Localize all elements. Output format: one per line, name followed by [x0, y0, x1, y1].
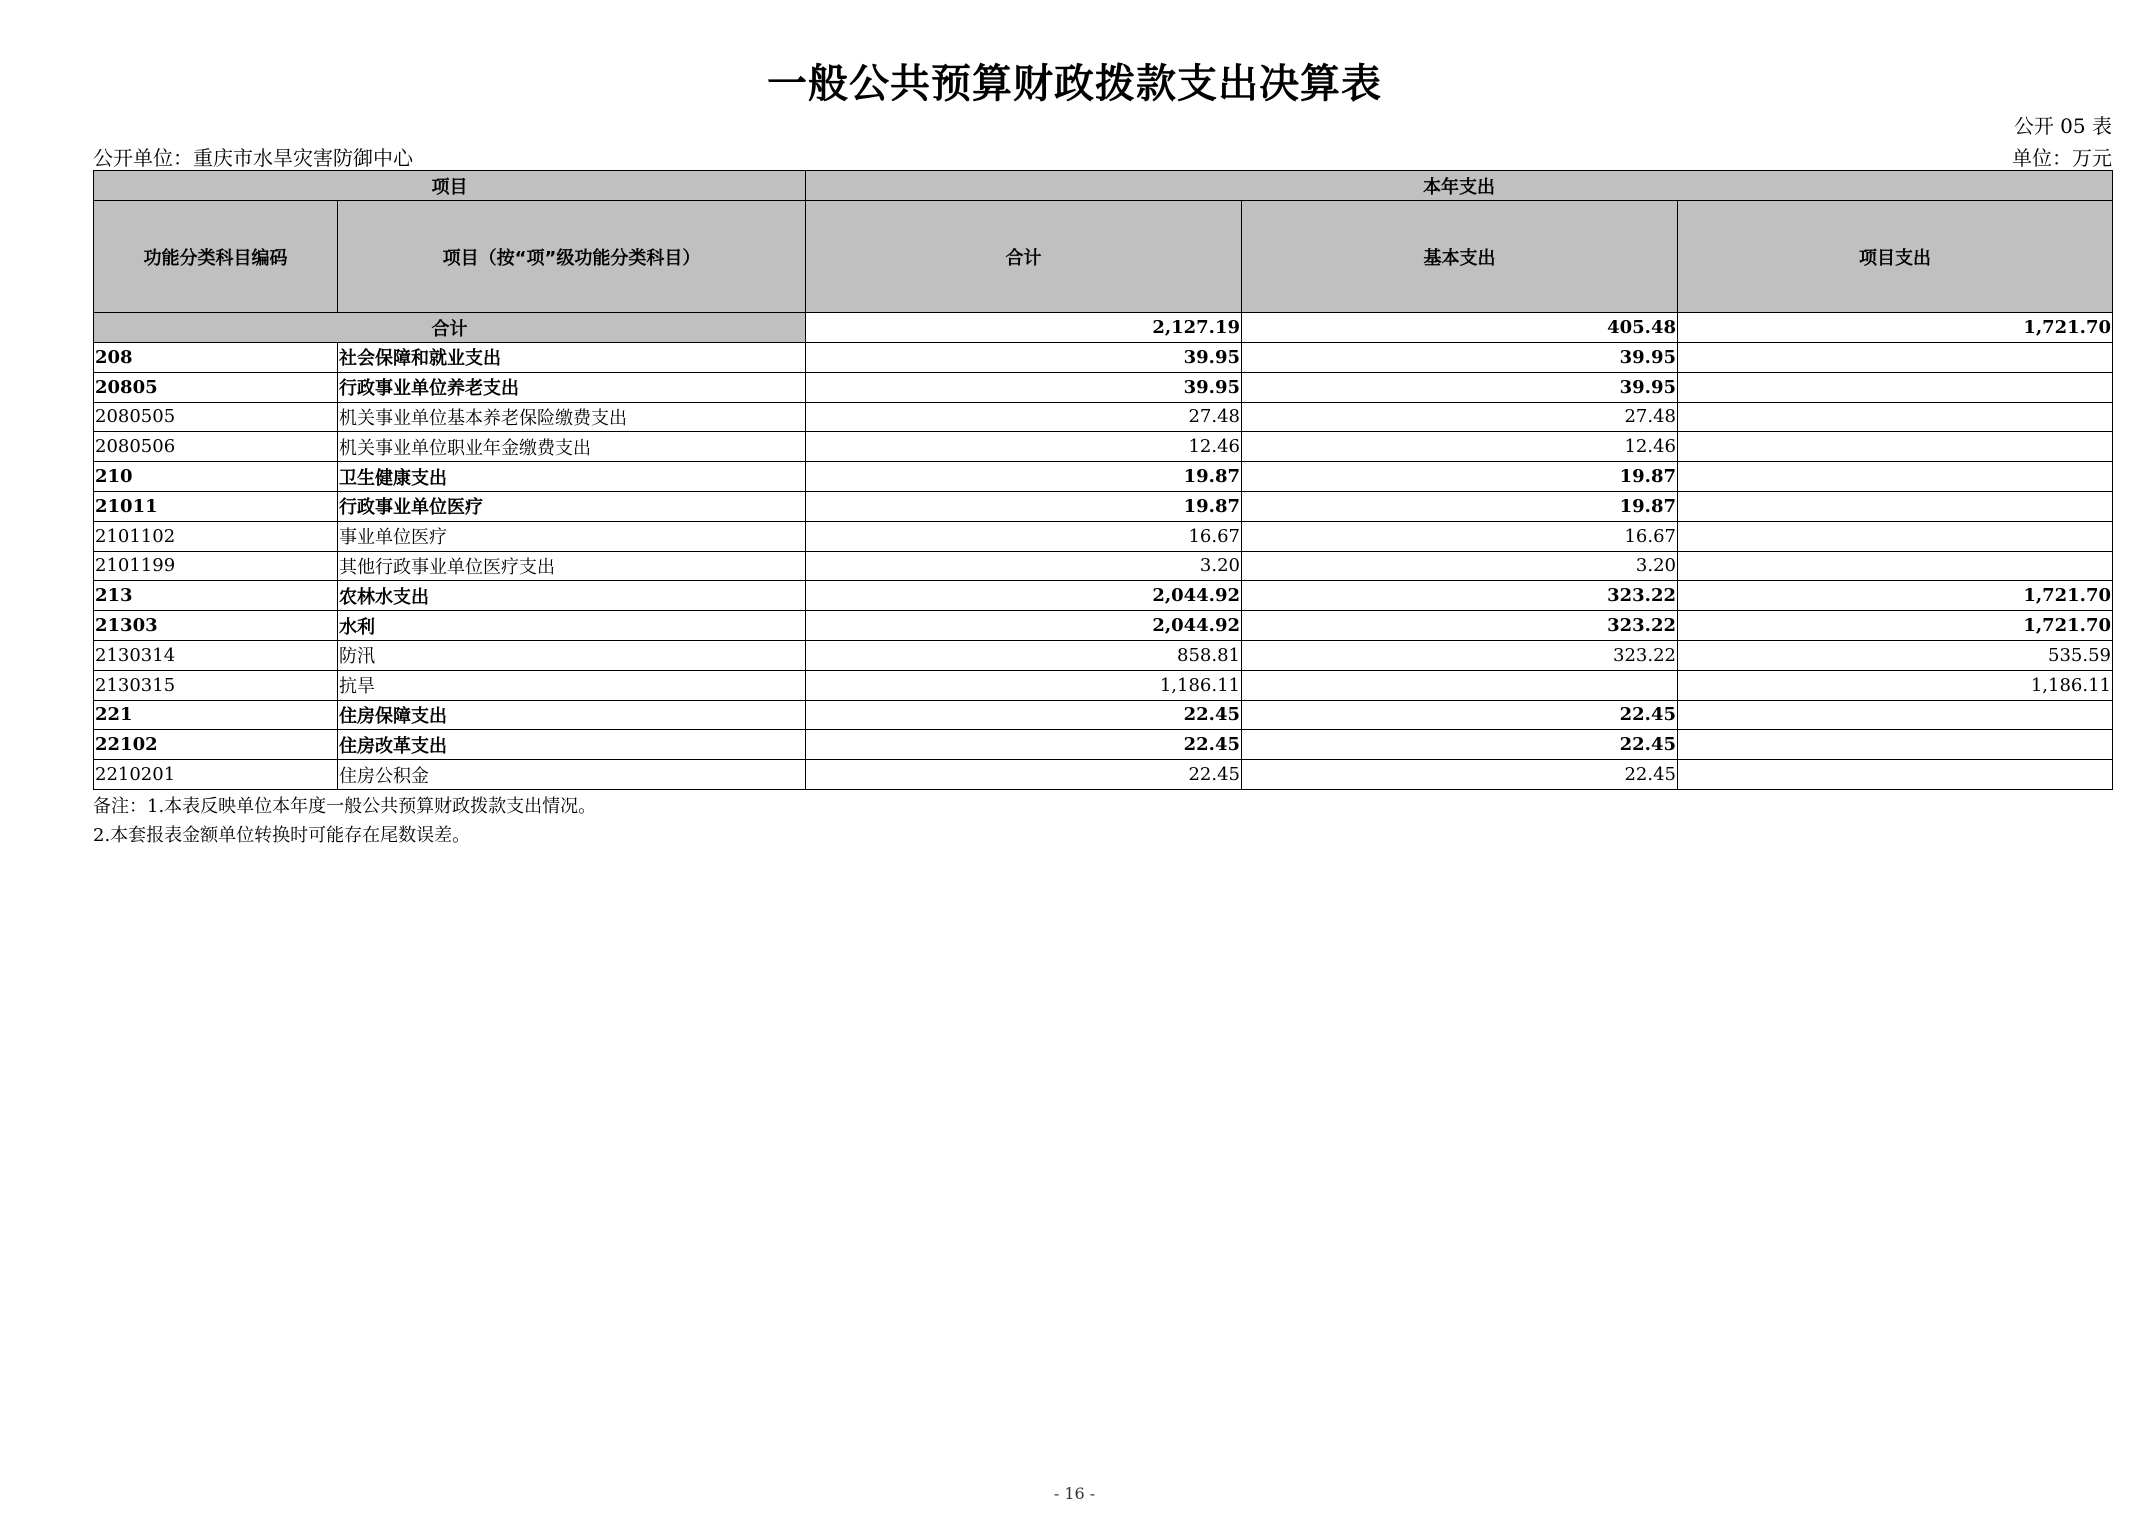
- row-name: 农林水支出: [338, 581, 806, 611]
- row-name: 行政事业单位养老支出: [338, 372, 806, 402]
- row-total: 858.81: [806, 640, 1242, 670]
- row-basic: 22.45: [1242, 700, 1678, 730]
- row-total: 19.87: [806, 462, 1242, 492]
- row-code: 2101199: [94, 551, 338, 581]
- row-basic: 12.46: [1242, 432, 1678, 462]
- header-name: 项目（按“项”级功能分类科目）: [338, 201, 806, 313]
- header-item-group: 项目: [94, 171, 806, 201]
- row-project: [1678, 372, 2113, 402]
- header-total: 合计: [806, 201, 1242, 313]
- row-basic: 323.22: [1242, 611, 1678, 641]
- row-total: 3.20: [806, 551, 1242, 581]
- total-label: 合计: [94, 313, 806, 343]
- row-name: 水利: [338, 611, 806, 641]
- row-basic: 27.48: [1242, 402, 1678, 432]
- table-row: [94, 372, 2113, 402]
- row-code: 21011: [94, 491, 338, 521]
- row-total: 16.67: [806, 521, 1242, 551]
- table-row: [94, 432, 2113, 462]
- row-code: 221: [94, 700, 338, 730]
- row-project: [1678, 491, 2113, 521]
- row-basic: [1242, 670, 1678, 700]
- table-row: [94, 343, 2113, 373]
- row-total: 39.95: [806, 372, 1242, 402]
- row-project: [1678, 462, 2113, 492]
- note-2: 2.本套报表金额单位转换时可能存在尾数误差。: [93, 825, 471, 846]
- row-name: 其他行政事业单位医疗支出: [338, 551, 806, 581]
- row-total: 22.45: [806, 760, 1242, 790]
- table-row: [94, 640, 2113, 670]
- total-amount: 2,127.19: [806, 313, 1242, 343]
- row-project: [1678, 343, 2113, 373]
- row-name: 抗旱: [338, 670, 806, 700]
- table-row: [94, 730, 2113, 760]
- table-row: [94, 700, 2113, 730]
- row-code: 2101102: [94, 521, 338, 551]
- row-basic: 39.95: [1242, 372, 1678, 402]
- row-project: 1,721.70: [1678, 611, 2113, 641]
- row-basic: 3.20: [1242, 551, 1678, 581]
- row-code: 22102: [94, 730, 338, 760]
- table-row: [94, 551, 2113, 581]
- row-name: 社会保障和就业支出: [338, 343, 806, 373]
- row-project: [1678, 760, 2113, 790]
- table-row: [94, 670, 2113, 700]
- row-total: 27.48: [806, 402, 1242, 432]
- row-code: 210: [94, 462, 338, 492]
- row-basic: 323.22: [1242, 581, 1678, 611]
- table-row: [94, 402, 2113, 432]
- row-total: 39.95: [806, 343, 1242, 373]
- row-total: 22.45: [806, 730, 1242, 760]
- row-project: 535.59: [1678, 640, 2113, 670]
- table-row: [94, 581, 2113, 611]
- row-project: [1678, 432, 2113, 462]
- header-expense-group: 本年支出: [806, 171, 2113, 201]
- row-total: 1,186.11: [806, 670, 1242, 700]
- row-code: 2210201: [94, 760, 338, 790]
- expenditure-table: [93, 170, 2113, 790]
- row-basic: 39.95: [1242, 343, 1678, 373]
- page-title: 一般公共预算财政拨款支出决算表: [767, 61, 1382, 107]
- row-basic: 22.45: [1242, 760, 1678, 790]
- row-project: [1678, 700, 2113, 730]
- row-name: 机关事业单位基本养老保险缴费支出: [338, 402, 806, 432]
- row-name: 机关事业单位职业年金缴费支出: [338, 432, 806, 462]
- row-total: 2,044.92: [806, 611, 1242, 641]
- row-code: 208: [94, 343, 338, 373]
- row-code: 20805: [94, 372, 338, 402]
- page-number: - 16 -: [1053, 1484, 1096, 1503]
- row-name: 行政事业单位医疗: [338, 491, 806, 521]
- table-id: 公开 05 表: [2013, 114, 2112, 138]
- row-project: [1678, 402, 2113, 432]
- row-basic: 16.67: [1242, 521, 1678, 551]
- row-total: 22.45: [806, 700, 1242, 730]
- currency-unit: 单位：万元: [2012, 146, 2112, 170]
- total-basic: 405.48: [1242, 313, 1678, 343]
- table-row: [94, 521, 2113, 551]
- table-row: [94, 462, 2113, 492]
- row-project: [1678, 551, 2113, 581]
- row-code: 2130314: [94, 640, 338, 670]
- table-row: [94, 611, 2113, 641]
- note-1: 备注：1.本表反映单位本年度一般公共预算财政拨款支出情况。: [93, 796, 597, 817]
- total-row: [94, 313, 2113, 343]
- row-code: 2130315: [94, 670, 338, 700]
- row-name: 住房保障支出: [338, 700, 806, 730]
- row-name: 住房改革支出: [338, 730, 806, 760]
- row-total: 2,044.92: [806, 581, 1242, 611]
- row-code: 21303: [94, 611, 338, 641]
- row-name: 事业单位医疗: [338, 521, 806, 551]
- header-basic: 基本支出: [1242, 201, 1678, 313]
- row-code: 213: [94, 581, 338, 611]
- row-project: [1678, 730, 2113, 760]
- row-code: 2080505: [94, 402, 338, 432]
- row-basic: 19.87: [1242, 491, 1678, 521]
- total-project: 1,721.70: [1678, 313, 2113, 343]
- row-total: 12.46: [806, 432, 1242, 462]
- row-total: 19.87: [806, 491, 1242, 521]
- header-code: 功能分类科目编码: [94, 201, 338, 313]
- row-project: [1678, 521, 2113, 551]
- row-project: 1,721.70: [1678, 581, 2113, 611]
- row-code: 2080506: [94, 432, 338, 462]
- header-project: 项目支出: [1678, 201, 2113, 313]
- row-project: 1,186.11: [1678, 670, 2113, 700]
- row-basic: 323.22: [1242, 640, 1678, 670]
- reporting-unit: 公开单位：重庆市水旱灾害防御中心: [93, 146, 413, 170]
- row-basic: 19.87: [1242, 462, 1678, 492]
- row-name: 防汛: [338, 640, 806, 670]
- table-row: [94, 491, 2113, 521]
- table-row: [94, 760, 2113, 790]
- row-name: 卫生健康支出: [338, 462, 806, 492]
- row-basic: 22.45: [1242, 730, 1678, 760]
- row-name: 住房公积金: [338, 760, 806, 790]
